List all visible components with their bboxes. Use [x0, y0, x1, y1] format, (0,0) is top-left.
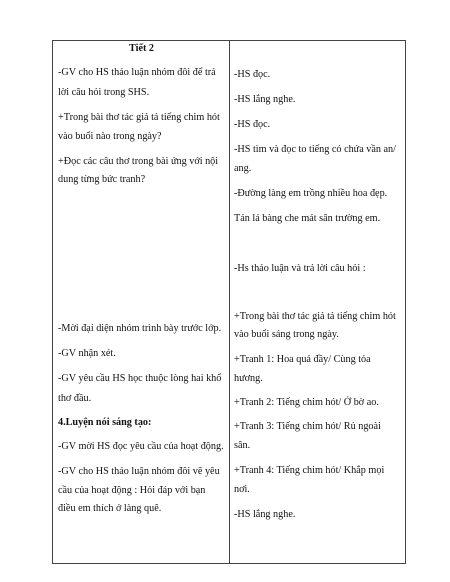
teacher-activity-line: thơ đầu. [58, 393, 92, 404]
lesson-title: Tiết 2 [129, 43, 154, 54]
student-activity-line: hương. [234, 373, 263, 384]
teacher-activity-line: +Đọc các câu thơ trong bài ứng với nội [58, 156, 219, 167]
teacher-activity-line: -GV cho HS thảo luận nhóm đôi để trả [58, 67, 216, 78]
student-activity-line: Tán lá bàng che mát sân trường em. [234, 213, 381, 224]
student-activity-line: +Tranh 2: Tiếng chim hót/ Ở bờ ao. [234, 397, 379, 408]
teacher-activity-line: dung từng bức tranh? [58, 174, 146, 185]
teacher-activity-line: -Mời đại diện nhóm trình bày trước lớp. [58, 323, 222, 334]
student-activity-line: -HS lắng nghe. [234, 94, 296, 105]
section-heading: 4.Luyện nói sáng tạo: [58, 417, 152, 428]
student-activity-line: -Đường làng em trồng nhiều hoa đẹp. [234, 188, 388, 199]
teacher-activity-line: vào buổi nào trong ngày? [58, 131, 162, 142]
student-activity-line: +Tranh 3: Tiếng chim hót/ Rủ ngoài [234, 421, 381, 432]
teacher-activity-line: +Trong bài thơ tác giả tả tiếng chim hót [58, 112, 220, 123]
student-activity-line: +Tranh 1: Hoa quả đầy/ Cùng tỏa [234, 354, 371, 365]
student-activity-line: -HS đọc. [234, 119, 271, 130]
teacher-activity-line: -GV cho HS thảo luận nhóm đôi vẽ yêu [58, 466, 220, 477]
student-activity-line: +Tranh 4: Tiếng chim hót/ Khắp mọi [234, 465, 385, 476]
student-activity-line: -HS đọc. [234, 69, 271, 80]
student-activity-line: sân. [234, 440, 251, 451]
teacher-activity-line: điều em thích ở làng quê. [58, 503, 162, 514]
lesson-table [52, 40, 406, 564]
column-divider [229, 41, 230, 563]
student-activity-line: -HS tìm và đọc to tiếng có chứa vần an/ [234, 144, 396, 155]
teacher-activity-line: -GV mời HS đọc yêu cầu của hoạt động. [58, 441, 224, 452]
student-activity-line: nơi. [234, 484, 250, 495]
student-activity-line: -HS lắng nghe. [234, 509, 296, 520]
student-activity-line: vào buổi sáng trong ngày. [234, 329, 339, 340]
teacher-activity-line: lời câu hỏi trong SHS. [58, 87, 150, 98]
student-activity-line: +Trong bài thơ tác giả tả tiếng chim hót [234, 311, 396, 322]
teacher-activity-line: -GV nhận xét. [58, 348, 116, 359]
student-activity-line: -Hs thảo luận và trả lời câu hỏi : [234, 263, 366, 274]
teacher-activity-line: cầu của hoạt động : Hỏi đáp với bạn [58, 485, 206, 496]
teacher-activity-line: -GV yêu cầu HS học thuộc lòng hai khổ [58, 373, 222, 384]
student-activity-line: ang. [234, 163, 252, 174]
